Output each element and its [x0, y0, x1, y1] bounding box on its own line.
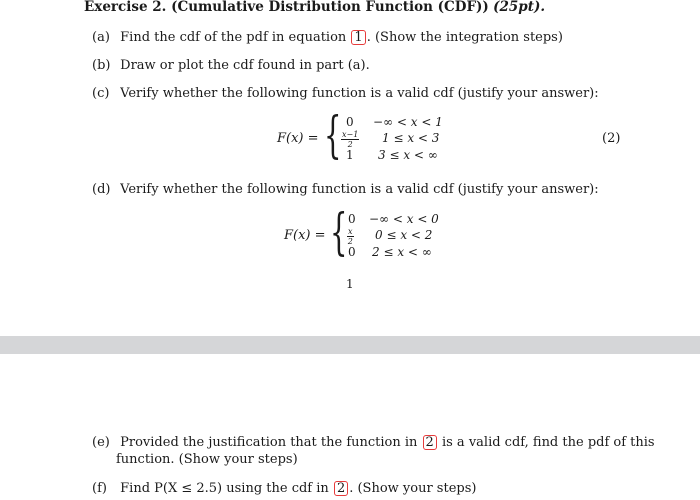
case-condition: 0 ≤ x < 2 — [375, 228, 433, 242]
equation-ref-link[interactable]: 2 — [334, 481, 348, 496]
case-value: 1 — [346, 148, 354, 162]
case-condition: 1 ≤ x < 3 — [382, 131, 440, 145]
equation-lhs: F(x) = — [284, 228, 326, 243]
case-value: 0 — [348, 212, 356, 226]
equation-ref-link[interactable]: 1 — [351, 30, 365, 45]
item-e-continuation: function. (Show your steps) — [116, 452, 298, 467]
item-d: (d) Verify whether the following function is a valid cdf (justify your answer): — [92, 182, 599, 197]
case-value: 0 — [348, 245, 356, 259]
case-condition: −∞ < x < 0 — [369, 212, 439, 226]
case-fraction: $\frac{x-1}{2}$ — [342, 130, 359, 149]
case-condition: 3 ≤ x < ∞ — [378, 148, 438, 162]
case-value: 0 — [346, 115, 354, 129]
equation-lhs: F(x) = — [277, 131, 319, 146]
item-b: (b) Draw or plot the cdf found in part (a). — [92, 58, 370, 73]
document-page-2 — [0, 354, 700, 500]
left-brace: { — [324, 106, 342, 164]
exercise-title: Exercise 2. (Cumulative Distribution Function (CDF)) (25pt). — [84, 0, 546, 15]
item-a: (a) Find the cdf of the pdf in equation 1 . (Show the integration steps) — [92, 30, 563, 45]
item-f: (f) Find P(X ≤ 2.5) using the cdf in 2 . (Show your steps) — [92, 481, 477, 496]
page-number: 1 — [346, 277, 354, 291]
case-condition: 2 ≤ x < ∞ — [372, 245, 432, 259]
equation-ref-link[interactable]: 2 — [423, 435, 437, 450]
equation-number: (2) — [602, 131, 621, 146]
case-condition: −∞ < x < 1 — [373, 115, 443, 129]
item-e: (e) Provided the justification that the function in 2 is a valid cdf, find the pdf of this — [92, 435, 655, 450]
case-fraction: $\frac{x}{2}$ — [347, 227, 353, 246]
page-separator — [0, 336, 700, 354]
item-c: (c) Verify whether the following function is a valid cdf (justify your answer): — [92, 86, 599, 101]
left-brace: { — [330, 203, 348, 261]
